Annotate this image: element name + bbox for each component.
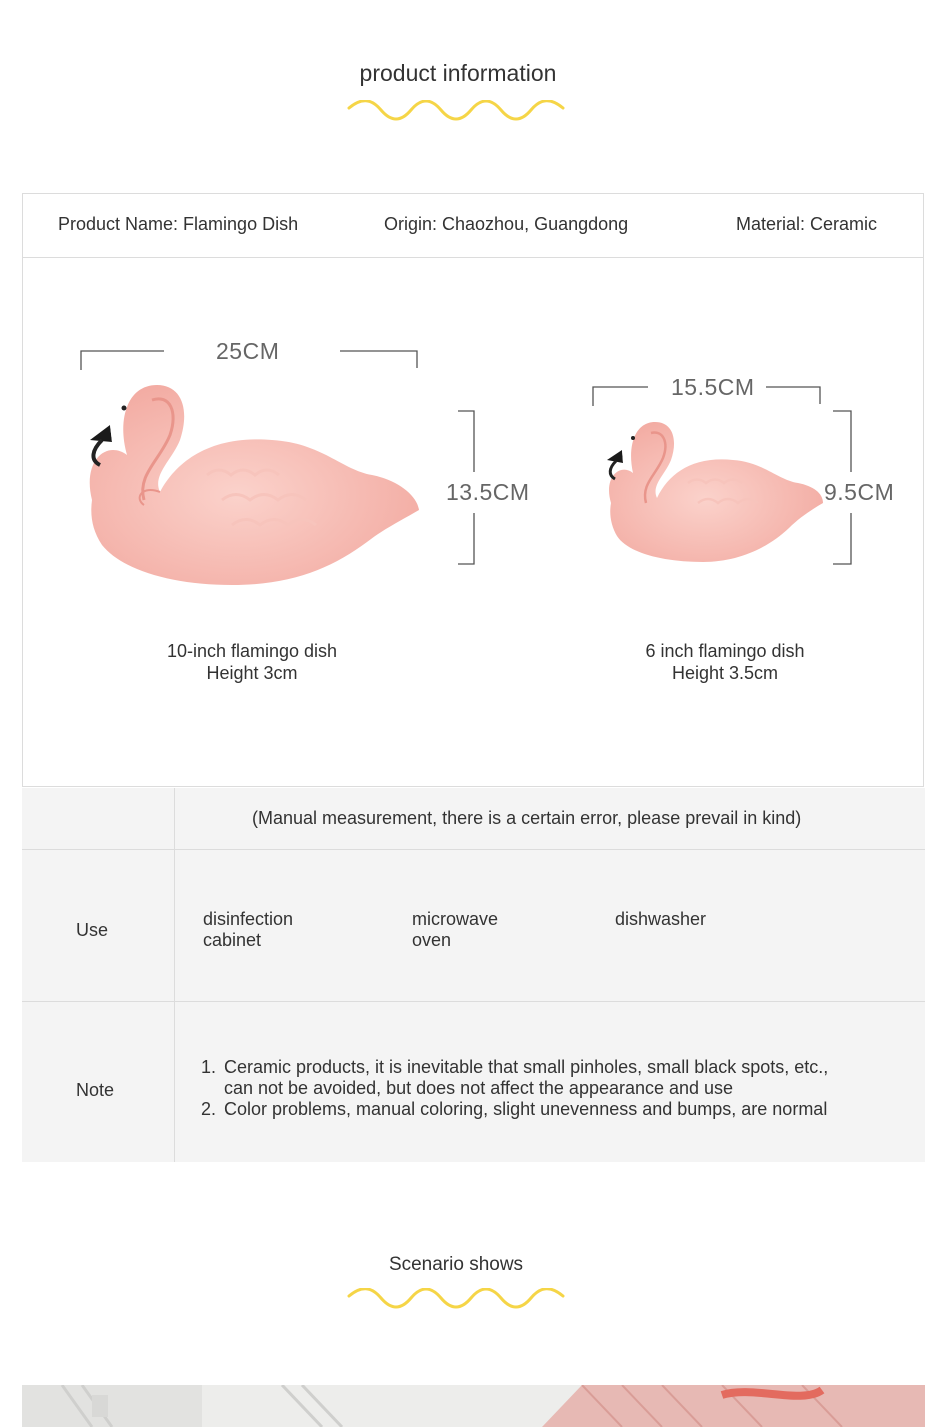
use-item-disinfection-cabinet: disinfection cabinet: [203, 909, 294, 950]
product-name: Product Name: Flamingo Dish: [58, 214, 299, 234]
use-label: Use: [76, 920, 109, 940]
measurement-note: (Manual measurement, there is a certain error, please prevail in kind): [252, 808, 802, 828]
height-label-small: 9.5CM: [824, 479, 895, 505]
caption-large: [82, 640, 422, 684]
page-title: product information: [359, 60, 557, 86]
caption-small-height: Height 3.5cm: [671, 663, 779, 683]
product-origin: Origin: Chaozhou, Guangdong: [384, 214, 629, 234]
flamingo-dish-large-image: [82, 380, 422, 590]
table-row-divider: [22, 849, 925, 850]
wave-divider-icon: [346, 100, 566, 122]
caption-large-height: Height 3cm: [206, 663, 298, 683]
use-item-microwave-oven: microwave oven: [412, 909, 499, 950]
caption-large-name: 10-inch flamingo dish: [166, 641, 338, 661]
note-label: Note: [76, 1080, 115, 1100]
wave-divider-icon: [346, 1288, 566, 1310]
scenario-photo: [22, 1385, 925, 1427]
spec-table: [22, 788, 925, 1162]
caption-small: [595, 640, 855, 684]
info-row: [23, 194, 923, 258]
table-row-divider: [22, 1001, 925, 1002]
note-list: [201, 1057, 916, 1120]
use-item-dishwasher: dishwasher: [615, 909, 707, 929]
scenario-title: Scenario shows: [388, 1254, 524, 1275]
flamingo-dish-small-image: [603, 418, 825, 566]
height-label-large: 13.5CM: [446, 479, 530, 505]
scenario-photo-image: [22, 1385, 925, 1427]
width-label-small: 15.5CM: [671, 374, 755, 400]
note-item: 1. Ceramic products, it is inevitable that small pinholes, small black spots, etc., can not be avoided, but does not affect the appearance and use: [201, 1057, 829, 1098]
table-column-divider: [174, 788, 175, 1162]
note-item: 2. Color problems, manual coloring, slight unevenness and bumps, are normal: [201, 1099, 828, 1119]
product-material: Material: Ceramic: [736, 214, 878, 234]
caption-small-name: 6 inch flamingo dish: [645, 641, 805, 661]
width-label-large: 25CM: [216, 338, 280, 364]
